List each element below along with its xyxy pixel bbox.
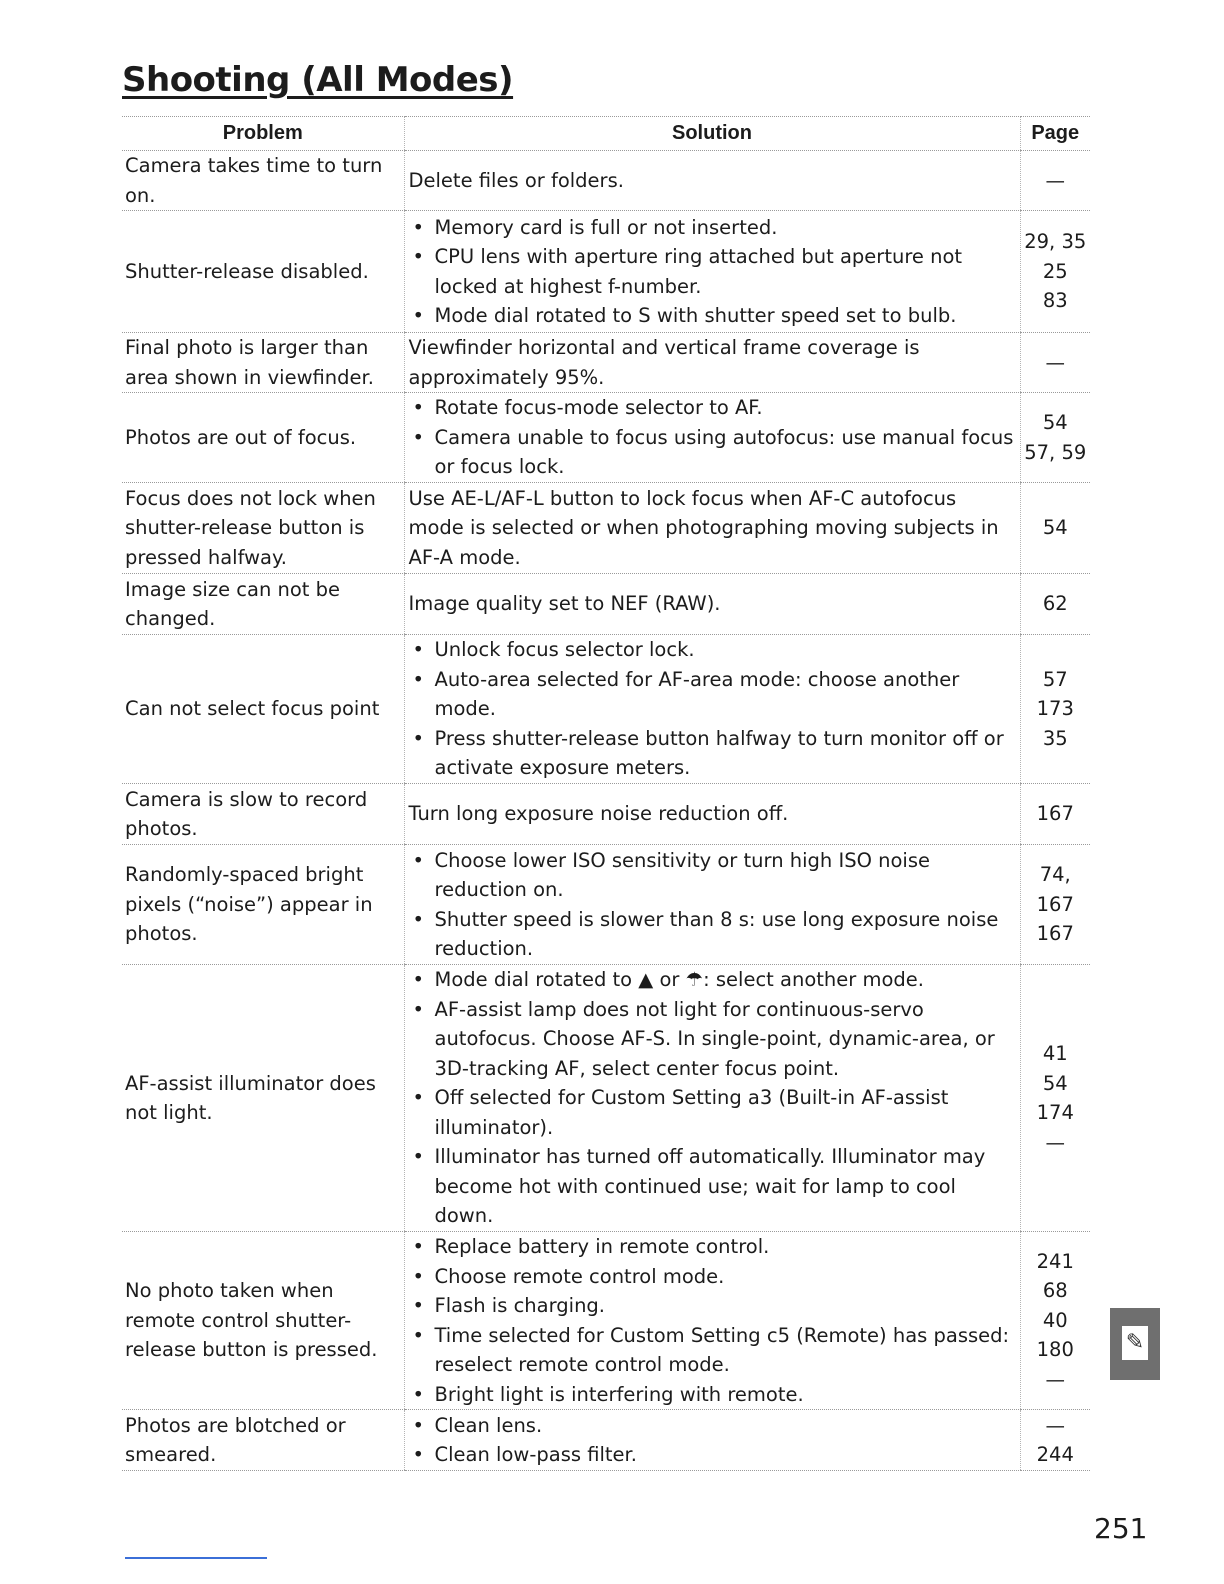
- page-ref-list: [1021, 408, 1091, 467]
- page-cell: [1020, 333, 1090, 393]
- solution-cell: [404, 1410, 1020, 1471]
- page-cell: [1020, 965, 1090, 1232]
- page-ref: 54: [1042, 516, 1068, 540]
- table-row: [122, 845, 1090, 965]
- problem-cell: Photos are out of focus.: [122, 393, 404, 483]
- header-problem: Problem: [122, 117, 404, 151]
- solution-cell: [404, 151, 1020, 211]
- footer-rule: [125, 1557, 267, 1559]
- problem-cell: AF-assist illuminator does not light.: [122, 965, 404, 1232]
- page-cell: [1020, 574, 1090, 635]
- solution-cell: [404, 333, 1020, 393]
- solution-item: • Shutter speed is slower than 8 s: use long exposure noise reduction.: [409, 905, 1016, 964]
- page-cell: [1020, 784, 1090, 845]
- page-ref: 40: [1042, 1308, 1068, 1332]
- solution-cell: [404, 574, 1020, 635]
- page-ref-list: [1021, 1247, 1091, 1395]
- page-ref-list: [1021, 227, 1091, 316]
- solution-text: Delete files or folders.: [408, 168, 624, 192]
- page-ref: 173: [1036, 697, 1074, 721]
- table-row: [122, 393, 1090, 483]
- solution-cell: [404, 635, 1020, 784]
- page-ref: 74,: [1039, 863, 1071, 887]
- page-ref-list: [1021, 589, 1091, 619]
- problem-cell: Camera is slow to record photos.: [122, 784, 404, 845]
- solution-cell: [404, 1232, 1020, 1410]
- problem-cell: Image size can not be changed.: [122, 574, 404, 635]
- solution-item: • Choose lower ISO sensitivity or turn high ISO noise reduction on.: [409, 846, 1016, 905]
- solution-item: • AF-assist lamp does not light for continuous-servo autofocus. Choose AF-S. In single-point, dynamic-area, or 3D-tracking AF, select center focus point.: [409, 995, 1016, 1084]
- solution-cell: [404, 483, 1020, 574]
- header-solution: Solution: [404, 117, 1020, 151]
- page-ref: —: [1045, 1367, 1065, 1391]
- page-ref-list: [1021, 513, 1091, 543]
- table-row: [122, 965, 1090, 1232]
- table-row: [122, 574, 1090, 635]
- solution-cell: [404, 784, 1020, 845]
- solution-text: Viewfinder horizontal and vertical frame coverage is approximately 95%.: [408, 336, 920, 389]
- solution-list: [409, 965, 1016, 1231]
- page-ref: 57, 59: [1024, 440, 1087, 464]
- solution-item: • Press shutter-release button halfway to turn monitor off or activate exposure meters.: [409, 724, 1016, 783]
- solution-item: • Mode dial rotated to S with shutter speed set to bulb.: [409, 301, 1016, 331]
- table-header-row: [122, 117, 1090, 151]
- page-ref: 167: [1036, 892, 1074, 916]
- solution-text: Image quality set to NEF (RAW).: [408, 592, 721, 616]
- solution-item: • Clean low-pass filter.: [409, 1440, 1016, 1470]
- solution-text: Turn long exposure noise reduction off.: [408, 802, 789, 826]
- problem-cell: Can not select focus point: [122, 635, 404, 784]
- solution-list: [409, 635, 1016, 783]
- page-ref: 83: [1042, 289, 1068, 313]
- solution-item: • Unlock focus selector lock.: [409, 635, 1016, 665]
- table-row: [122, 151, 1090, 211]
- solution-item: • Illuminator has turned off automatically. Illuminator may become hot with continued use; wait for lamp to cool down.: [409, 1142, 1016, 1231]
- header-page: Page: [1020, 117, 1090, 151]
- solution-list: [409, 393, 1016, 482]
- page-cell: [1020, 211, 1090, 333]
- page-ref: 180: [1036, 1338, 1074, 1362]
- table-row: [122, 333, 1090, 393]
- table-row: [122, 635, 1090, 784]
- page-ref-list: [1021, 799, 1091, 829]
- page-ref: 54: [1042, 411, 1068, 434]
- solution-item: • Mode dial rotated to ▲ or ☂: select another mode.: [409, 965, 1016, 995]
- problem-cell: Shutter-release disabled.: [122, 211, 404, 333]
- problem-cell: Photos are blotched or smeared.: [122, 1410, 404, 1471]
- page-ref: 167: [1036, 922, 1074, 946]
- page-ref: —: [1045, 1413, 1065, 1437]
- solution-list: [409, 846, 1016, 964]
- page-cell: [1020, 635, 1090, 784]
- solution-item: • Auto-area selected for AF-area mode: choose another mode.: [409, 665, 1016, 724]
- page-ref-list: [1021, 860, 1091, 949]
- page-ref: 57: [1042, 667, 1068, 691]
- page-ref-list: [1021, 1411, 1091, 1470]
- solution-item: • CPU lens with aperture ring attached but aperture not locked at highest f-number.: [409, 242, 1016, 301]
- page-ref: 68: [1042, 1279, 1068, 1303]
- page-ref: 41: [1042, 1042, 1068, 1065]
- table-row: [122, 1410, 1090, 1471]
- page-title: Shooting (All Modes): [122, 60, 514, 100]
- page-ref: 62: [1042, 592, 1068, 616]
- page-ref-list: [1021, 1039, 1091, 1157]
- checklist-icon: ✎: [1122, 1326, 1148, 1360]
- page-cell: [1020, 845, 1090, 965]
- solution-item: • Replace battery in remote control.: [409, 1232, 1016, 1262]
- page-ref: 241: [1036, 1249, 1074, 1273]
- page-ref: —: [1045, 350, 1065, 374]
- page-cell: [1020, 1410, 1090, 1471]
- solution-list: [409, 1232, 1016, 1409]
- table-row: [122, 1232, 1090, 1410]
- solution-list: [409, 213, 1016, 331]
- page-ref-list: [1021, 166, 1091, 196]
- section-tab: [1110, 1308, 1160, 1380]
- solution-cell: [404, 393, 1020, 483]
- solution-item: • Camera unable to focus using autofocus: use manual focus or focus lock.: [409, 423, 1016, 482]
- page-ref: —: [1045, 1130, 1065, 1154]
- solution-item: • Rotate focus-mode selector to AF.: [409, 393, 1016, 423]
- table-row: [122, 211, 1090, 333]
- solution-item: • Flash is charging.: [409, 1291, 1016, 1321]
- solution-cell: [404, 965, 1020, 1232]
- troubleshooting-table: [122, 116, 1090, 1471]
- problem-cell: Focus does not lock when shutter-release button is pressed halfway.: [122, 483, 404, 574]
- problem-cell: Randomly-spaced bright pixels (“noise”) appear in photos.: [122, 845, 404, 965]
- solution-item: • Off selected for Custom Setting a3 (Built-in AF-assist illuminator).: [409, 1083, 1016, 1142]
- problem-cell: Camera takes time to turn on.: [122, 151, 404, 211]
- page-ref-list: [1021, 348, 1091, 378]
- page-cell: [1020, 1232, 1090, 1410]
- page-cell: [1020, 151, 1090, 211]
- solution-item: • Bright light is interfering with remote.: [409, 1380, 1016, 1410]
- page-ref: 244: [1036, 1443, 1074, 1466]
- solution-item: • Memory card is full or not inserted.: [409, 213, 1016, 243]
- solution-item: • Time selected for Custom Setting c5 (Remote) has passed: reselect remote control mode.: [409, 1321, 1016, 1380]
- page-cell: [1020, 483, 1090, 574]
- problem-cell: Final photo is larger than area shown in viewfinder.: [122, 333, 404, 393]
- page-cell: [1020, 393, 1090, 483]
- page-ref: 29, 35: [1024, 230, 1087, 254]
- solution-list: [409, 1411, 1016, 1470]
- solution-item: • Clean lens.: [409, 1411, 1016, 1441]
- page-ref: 54: [1042, 1071, 1068, 1095]
- table-row: [122, 483, 1090, 574]
- page-ref-list: [1021, 665, 1091, 754]
- solution-cell: [404, 211, 1020, 333]
- page-ref: 35: [1042, 726, 1068, 750]
- page-ref: —: [1045, 168, 1065, 192]
- problem-cell: No photo taken when remote control shutter-release button is pressed.: [122, 1232, 404, 1410]
- table-row: [122, 784, 1090, 845]
- page-ref: 25: [1042, 259, 1068, 283]
- solution-item: • Choose remote control mode.: [409, 1262, 1016, 1292]
- solution-text: Use AE-L/AF-L button to lock focus when AF-C autofocus mode is selected or when photographing moving subjects in AF-A mode.: [408, 486, 999, 569]
- solution-cell: [404, 845, 1020, 965]
- page-ref: 167: [1036, 802, 1074, 826]
- page-number: 251: [1094, 1512, 1148, 1545]
- page-ref: 174: [1036, 1101, 1074, 1124]
